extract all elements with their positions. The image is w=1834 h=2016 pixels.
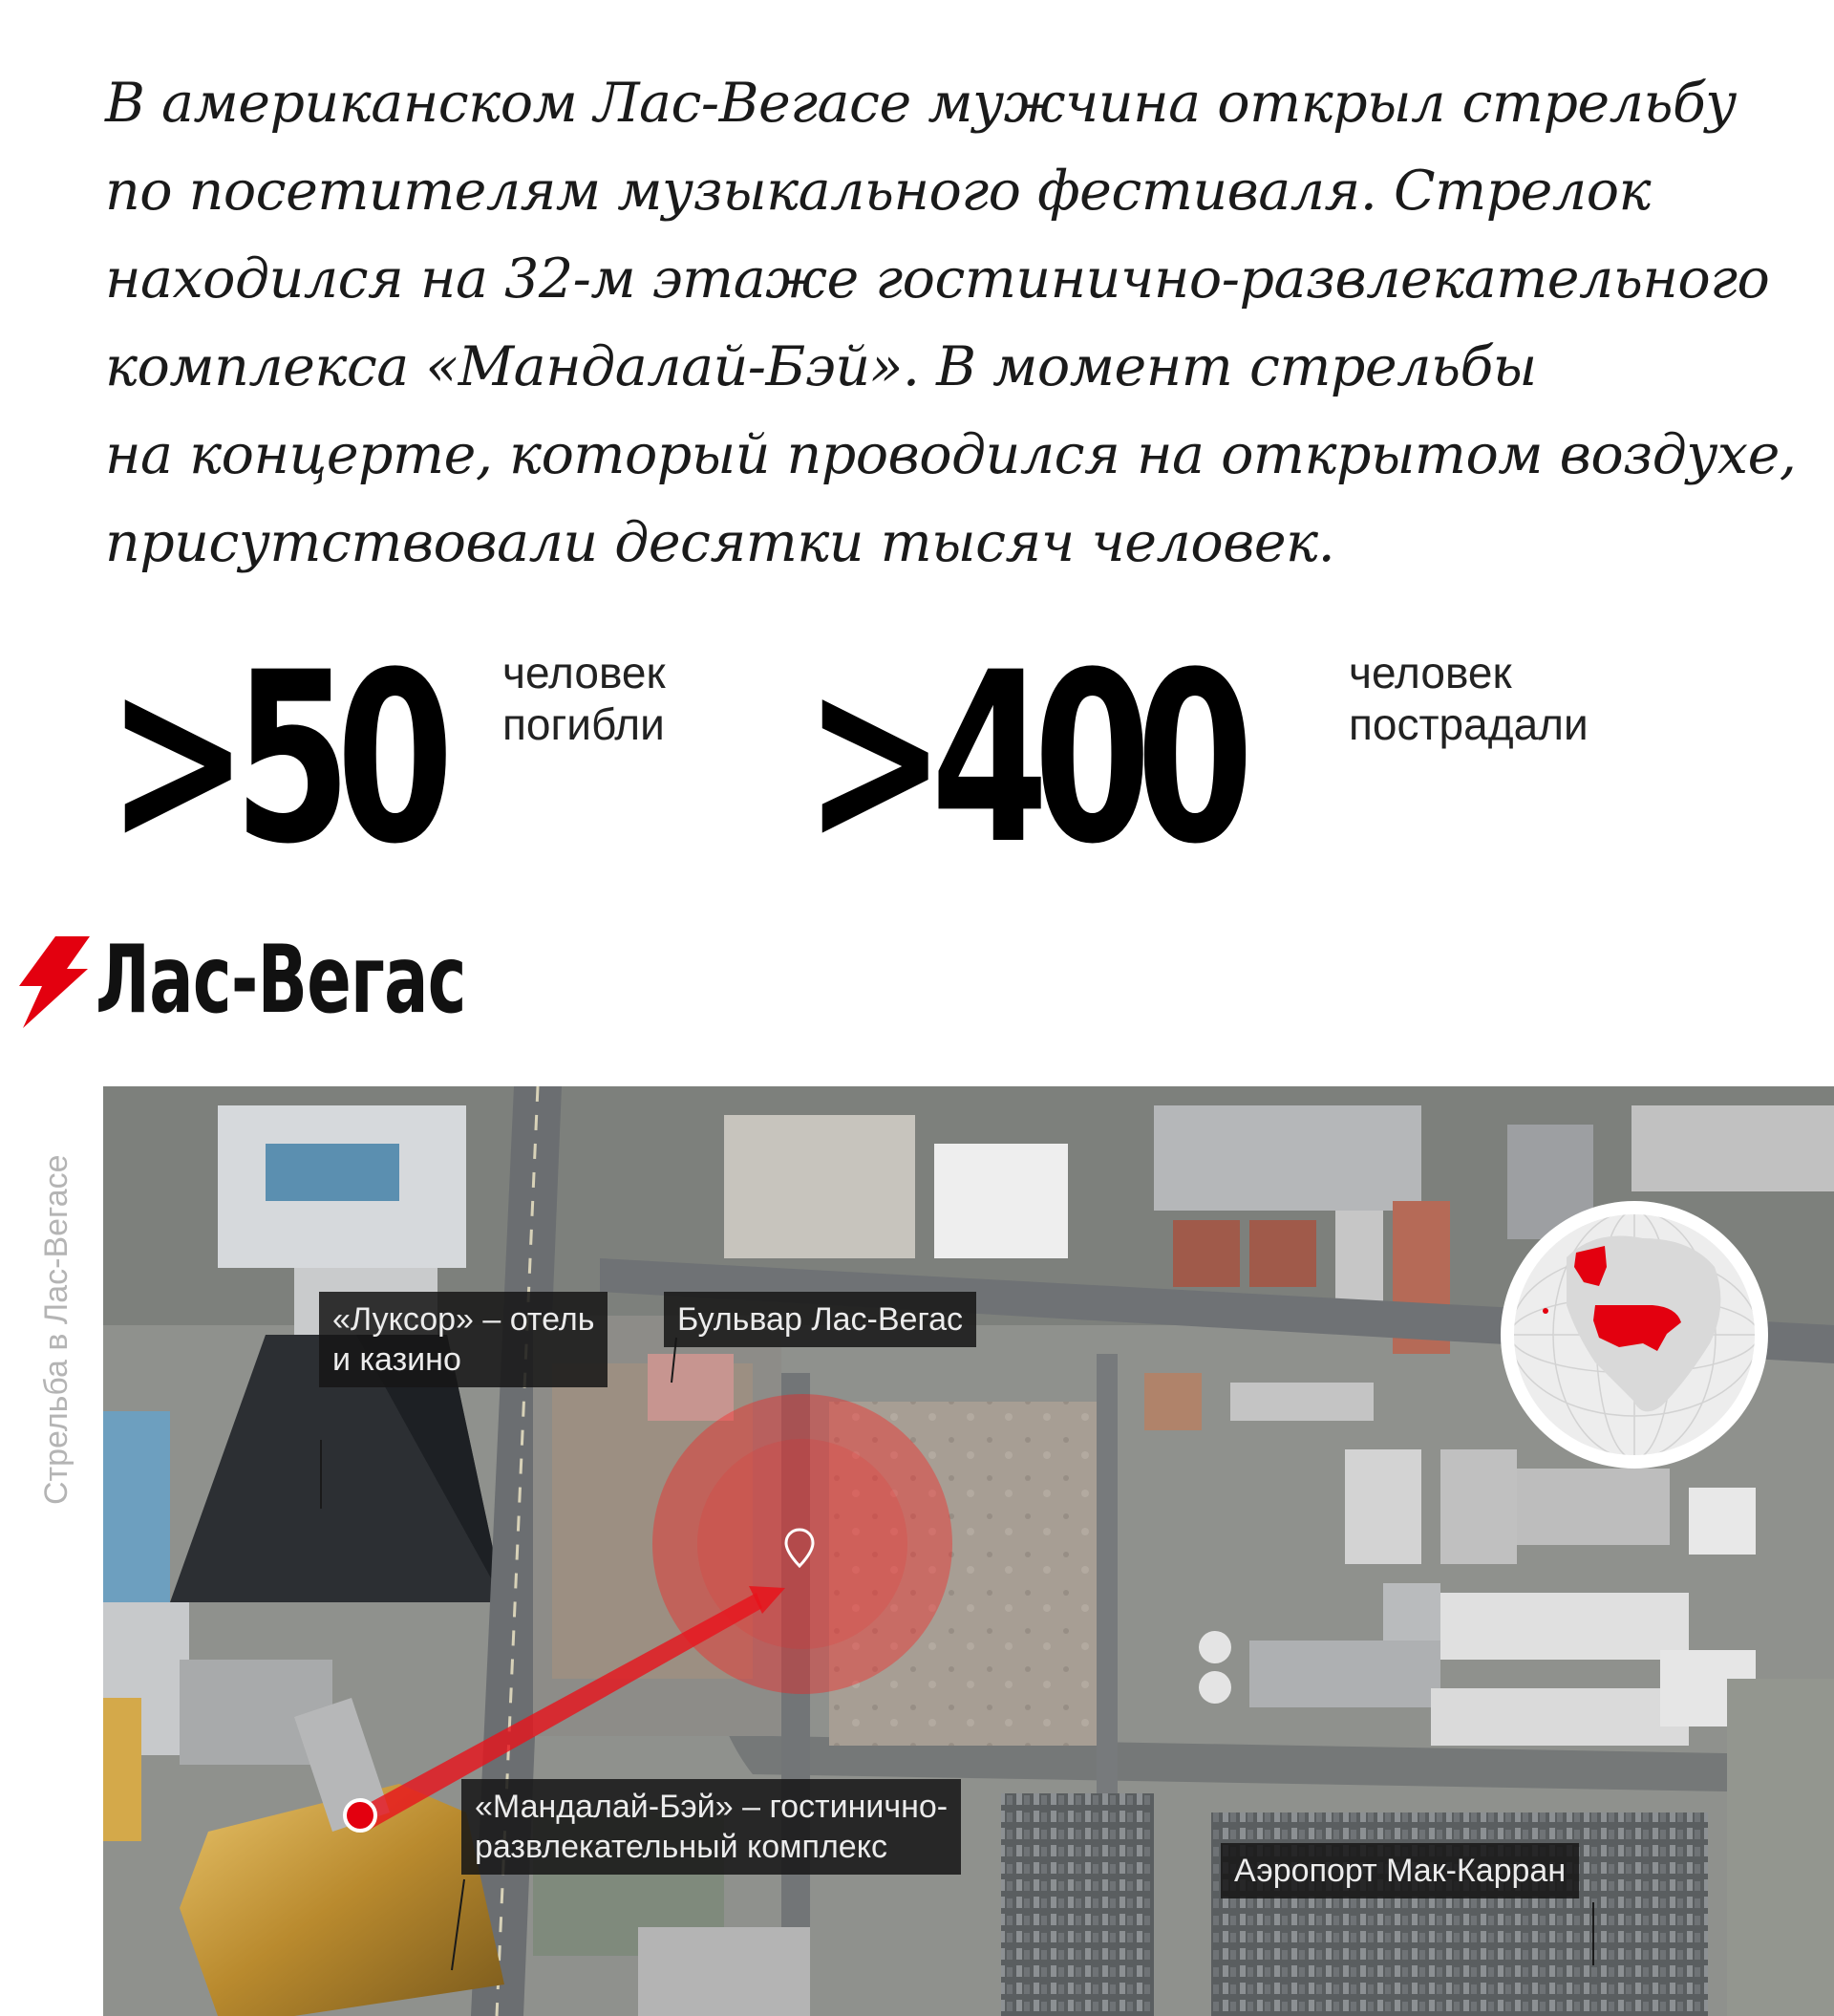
stat-dead-caption-line: человек [502,648,666,697]
stat-dead-caption [502,647,666,750]
intro-line: присутствовали десятки тысяч человек. [105,511,1335,574]
stat-injured-caption-line: человек [1349,648,1512,697]
intro-line: комплекса «Мандалай-Бэй». В момент стрельбы [105,335,1537,398]
map-label-mandalay-line: «Мандалай-Бэй» – гостинично- [475,1789,949,1825]
intro-paragraph [105,59,1797,587]
map-label-luxor [319,1292,608,1387]
lightning-bolt-icon [10,936,90,1028]
map-label-mandalay [461,1779,961,1875]
stat-dead-value: >50 [107,623,439,896]
stat-injured-caption-line: пострадали [1349,699,1589,749]
stat-injured-value: >400 [804,623,1239,896]
map-label-airport: Аэропорт Мак-Карран [1221,1843,1579,1898]
map-label-mandalay-line: развлекательный комплекс [475,1829,887,1865]
intro-line: находился на 32-м этаже гостинично-развлекательного [105,247,1770,311]
stat-dead-caption-line: погибли [502,699,665,749]
map-label-luxor-line: «Луксор» – отель [332,1301,595,1338]
stat-injured-caption [1349,647,1589,750]
intro-line: на концерте, который проводился на открытом воздухе, [105,423,1797,486]
intro-line: по посетителям музыкального фестиваля. Стрелок [105,160,1652,223]
map-label-luxor-line: и казино [332,1341,461,1378]
side-caption: Стрельба в Лас-Вегасе [38,1154,75,1505]
shooter-position-icon [345,1800,375,1831]
map-label-boulevard: Бульвар Лас-Вегас [664,1292,976,1347]
intro-line: В американском Лас-Вегасе мужчина открыл стрельбу [105,72,1737,135]
satellite-map [103,1086,1834,2016]
north-america-globe-icon [1500,1200,1769,1469]
page-title: Лас-Вегас [96,926,466,1035]
